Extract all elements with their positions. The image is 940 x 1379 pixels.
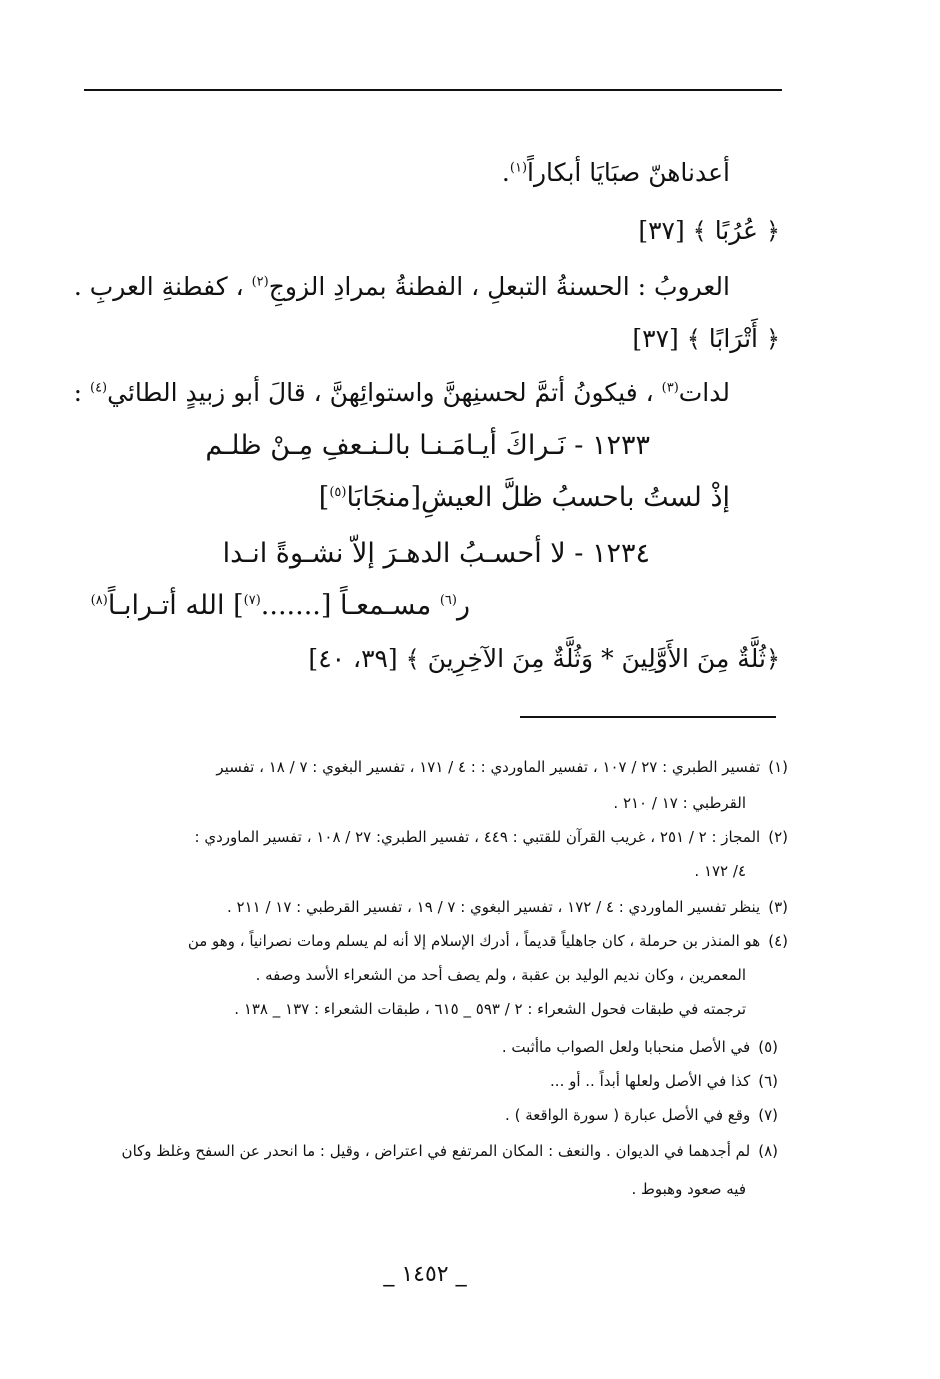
footnote-4 <box>188 932 788 950</box>
footnote-5 <box>502 1038 778 1056</box>
footnote-number: (٧) <box>758 1106 778 1124</box>
ornate-bracket-close: ﴾ <box>692 217 707 245</box>
footnote-number: (٢) <box>768 828 788 846</box>
body-line-3 <box>74 378 730 407</box>
verse-text: ١٢٣٤ - لا أحسـبُ الدهـرَ إلاّ نشـوةً انـدا <box>222 538 650 569</box>
verse-ref: [٣٧] <box>638 216 685 245</box>
footnote-7 <box>505 1106 778 1124</box>
footnote-ref: (٦) <box>439 593 457 608</box>
text: العروبُ : الحسنةُ التبعلِ ، الفطنةُ بمرادِ الزوجِ <box>268 272 730 301</box>
footnote-text: ترجمته في طبقات فحول الشعراء : ٢ / ٥٩٣ _ ٦١٥ ، طبقات الشعراء : ١٣٧ _ ١٣٨ . <box>234 1000 746 1018</box>
footnote-4-cont-2 <box>234 1000 746 1018</box>
footnote-1-cont <box>613 794 746 812</box>
verse-1234-first-hemistich <box>223 538 650 569</box>
footnote-number: (٦) <box>758 1072 778 1090</box>
text: ، فيكونُ أتمَّ لحسنِهنَّ واستوائِهنَّ ، قالَ أبو زبيدٍ الطائي <box>107 378 654 407</box>
verse-text: إذْ لستُ باحسبُ ظلَّ العيشِ[منجَابَا <box>346 482 730 513</box>
text: أعدناهنّ صبَايَا أبكاراً <box>527 158 730 187</box>
page-number: _ ١٤٥٢ _ <box>383 1262 467 1287</box>
footnote-ref: (٨) <box>90 593 108 608</box>
footnote-number: (١) <box>768 758 788 776</box>
quran-gloss-2 <box>632 324 780 353</box>
footnote-text: المجاز : ٢ / ٢٥١ ، غريب القرآن للقتبي : ٤٤٩ ، تفسير الطبري: ٢٧ / ١٠٨ ، تفسير الماوردي : <box>194 828 761 846</box>
verse-1233-first-hemistich <box>205 430 650 461</box>
quran-gloss-3 <box>308 644 780 673</box>
verse-text: ١٢٣٣ - نَـراكَ أيـامَـنـا بالـنـعفِ مِـنْ ظلـم <box>205 430 650 461</box>
footnote-ref: (٣) <box>661 380 679 396</box>
ornate-bracket-open: ﴿ <box>765 645 780 673</box>
footnote-text: المعمرين ، وكان نديم الوليد بن عقبة ، ولم يصف أحد من الشعراء الأسد وصفه . <box>255 966 746 984</box>
footnote-text: ينظر تفسير الماوردي : ٤ / ١٧٢ ، تفسير البغوي : ٧ / ١٩ ، تفسير القرطبي : ١٧ / ٢١١ . <box>226 898 761 916</box>
footnote-number: (٥) <box>758 1038 778 1056</box>
footnote-text: كذا في الأصل ولعلها أبداً .. أو ... <box>550 1072 751 1090</box>
verse-text: ] <box>318 482 330 513</box>
footnote-separator <box>520 716 776 718</box>
footnote-text: لم أجدهما في الديوان . والنعف : المكان المرتفع في اعتراض ، وقيل : ما انحدر عن السفح وغلظ وكان <box>121 1142 751 1160</box>
footnote-3 <box>227 898 788 916</box>
footnote-ref: (٧) <box>243 593 261 608</box>
text: : <box>73 378 83 407</box>
footnote-text: هو المنذر بن حرملة ، كان جاهلياً قديماً ، أدرك الإسلام إلا أنه لم يسلم ومات نصرانياً ، وهو من <box>187 932 761 950</box>
verse-1234-second-hemistich <box>91 590 470 621</box>
verse-1233-second-hemistich <box>319 482 730 513</box>
quran-word: أَتْرَابًا <box>708 324 758 353</box>
quran-verse: ثُلَّةٌ مِنَ الأَوَّلِينَ * وَثُلَّةٌ مِنَ الآخِرِينَ <box>427 644 766 673</box>
text: لدات <box>678 378 730 407</box>
footnote-ref: (١) <box>509 160 528 176</box>
footnote-number: (٨) <box>758 1142 778 1160</box>
footnote-4-cont <box>256 966 746 984</box>
footnote-6 <box>550 1072 778 1090</box>
body-line-1 <box>502 158 730 187</box>
footnote-8-cont <box>631 1180 746 1198</box>
text: . <box>501 158 510 187</box>
footnote-ref: (٢) <box>251 274 269 290</box>
ornate-bracket-close: ﴾ <box>686 325 701 353</box>
ornate-bracket-open: ﴿ <box>765 217 780 245</box>
footnote-2-cont <box>694 862 746 880</box>
footnote-ref: (٤) <box>89 380 108 396</box>
text: ، كفطنةِ العربِ . <box>73 272 244 301</box>
quran-word: عُرُبًا <box>714 216 758 245</box>
footnote-number: (٤) <box>768 932 788 950</box>
footnote-8 <box>122 1142 778 1160</box>
footnote-number: (٣) <box>768 898 788 916</box>
quran-gloss-1 <box>638 216 780 245</box>
header-rule <box>84 89 782 91</box>
footnote-2 <box>195 828 788 846</box>
verse-ref: [٣٩، ٤٠] <box>308 644 398 673</box>
footnote-1 <box>216 758 788 776</box>
verse-text: ] الله أتـرابـاً <box>107 590 244 621</box>
footnote-text: القرطبي : ١٧ / ٢١٠ . <box>613 794 746 812</box>
footnote-text: في الأصل منحبابا ولعل الصواب ماأثبت . <box>501 1038 751 1056</box>
footnote-text: تفسير الطبري : ٢٧ / ١٠٧ ، تفسير الماوردي : : ٤ / ١٧١ ، تفسير البغوي : ٧ / ١٨ ، تفسير <box>216 758 761 776</box>
body-line-2 <box>74 272 730 301</box>
verse-text: ر <box>456 590 470 621</box>
footnote-ref: (٥) <box>329 485 347 500</box>
verse-text: مسـمعـاً [....... <box>260 590 432 621</box>
ornate-bracket-open: ﴿ <box>765 325 780 353</box>
footnote-text: وقع في الأصل عبارة ( سورة الواقعة ) . <box>505 1106 751 1124</box>
ornate-bracket-close: ﴾ <box>405 645 420 673</box>
verse-ref: [٣٧] <box>632 324 679 353</box>
footnote-text: فيه صعود وهبوط . <box>631 1180 746 1198</box>
footnote-text: ٤/ ١٧٢ . <box>694 862 746 880</box>
